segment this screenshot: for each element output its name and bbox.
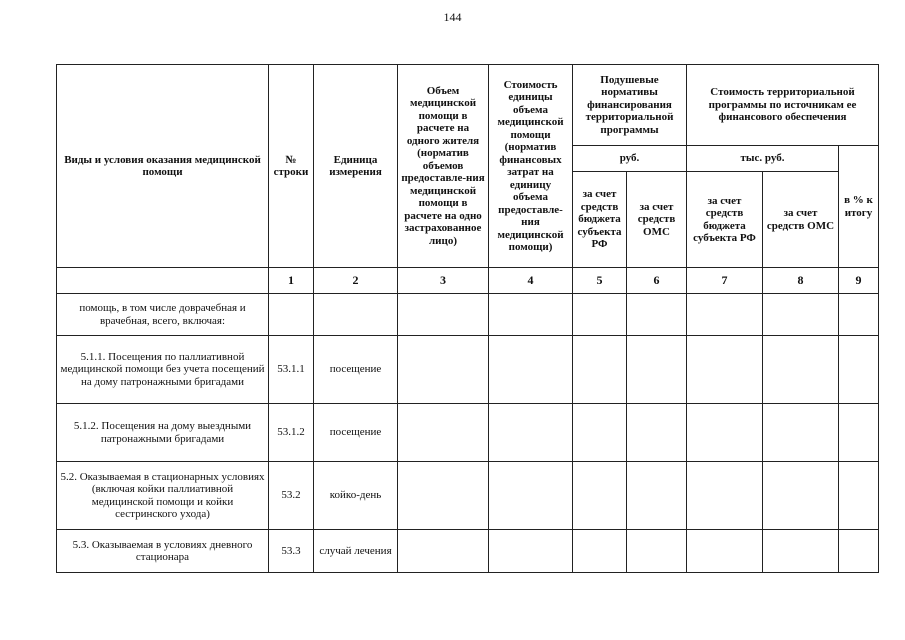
header-budget-rub: за счет средств бюджета субъекта РФ <box>573 172 627 268</box>
program-cost-table <box>56 64 879 573</box>
table-row <box>57 404 879 462</box>
row-code: 53.1.2 <box>269 404 314 462</box>
data-cell <box>627 530 687 573</box>
data-cell <box>573 336 627 404</box>
table-row <box>57 530 879 573</box>
data-cell <box>763 404 839 462</box>
data-cell <box>839 462 879 530</box>
data-cell <box>573 294 627 336</box>
row-label: помощь, в том числе доврачебная и врачебная, всего, включая: <box>57 294 269 336</box>
column-number-cell: 7 <box>687 268 763 294</box>
data-cell <box>687 336 763 404</box>
header-budget-thous: за счет средств бюджета субъекта РФ <box>687 172 763 268</box>
header-rub: руб. <box>573 146 687 172</box>
data-cell <box>763 294 839 336</box>
data-cell <box>398 294 489 336</box>
row-unit: посещение <box>314 336 398 404</box>
header-volume: Объем медицинской помощи в расчете на одного жителя (норматив объемов предоставле-ния медицинской помощи в расчете на одно застрахованное лицо) <box>398 65 489 268</box>
data-cell <box>398 336 489 404</box>
data-cell <box>839 530 879 573</box>
header-row-number: № строки <box>269 65 314 268</box>
data-cell <box>763 462 839 530</box>
table-row <box>57 294 879 336</box>
table-row <box>57 462 879 530</box>
header-oms-rub: за счет средств ОМС <box>627 172 687 268</box>
data-cell <box>839 404 879 462</box>
column-number-cell <box>57 268 269 294</box>
header-oms-thous: за счет средств ОМС <box>763 172 839 268</box>
row-label: 5.3. Оказываемая в условиях дневного стационара <box>57 530 269 573</box>
row-label: 5.2. Оказываемая в стационарных условиях (включая койки паллиативной медицинской помощи и койки сестринского ухода) <box>57 462 269 530</box>
header-per-capita: Подушевые нормативы финансирования территориальной программы <box>573 65 687 146</box>
data-cell <box>763 530 839 573</box>
header-types: Виды и условия оказания медицинской помощи <box>57 65 269 268</box>
data-cell <box>763 336 839 404</box>
data-cell <box>627 336 687 404</box>
data-cell <box>687 462 763 530</box>
data-cell <box>627 294 687 336</box>
data-cell <box>398 530 489 573</box>
data-cell <box>489 404 573 462</box>
data-cell <box>489 530 573 573</box>
data-cell <box>573 530 627 573</box>
row-unit: посещение <box>314 404 398 462</box>
row-code <box>269 294 314 336</box>
data-cell <box>489 462 573 530</box>
page-number: 144 <box>443 10 462 24</box>
row-unit: койко-день <box>314 462 398 530</box>
row-unit: случай лечения <box>314 530 398 573</box>
data-cell <box>573 404 627 462</box>
data-cell <box>687 530 763 573</box>
table-row <box>57 336 879 404</box>
data-cell <box>489 336 573 404</box>
column-number-row <box>57 268 879 294</box>
data-cell <box>839 294 879 336</box>
row-unit <box>314 294 398 336</box>
row-label: 5.1.1. Посещения по паллиативной медицинской помощи без учета посещений на дому патронажными бригадами <box>57 336 269 404</box>
column-number-cell: 5 <box>573 268 627 294</box>
row-code: 53.3 <box>269 530 314 573</box>
data-cell <box>687 404 763 462</box>
data-cell <box>489 294 573 336</box>
header-cost: Стоимость единицы объема медицинской помощи (норматив финансовых затрат на единицу объема предоставле-ния медицинской помощи) <box>489 65 573 268</box>
header-percent-total: в % к итогу <box>839 146 879 268</box>
data-cell <box>687 294 763 336</box>
column-number-cell: 8 <box>763 268 839 294</box>
row-code: 53.1.1 <box>269 336 314 404</box>
data-cell <box>573 462 627 530</box>
column-number-cell: 6 <box>627 268 687 294</box>
data-cell <box>627 404 687 462</box>
column-number-cell: 3 <box>398 268 489 294</box>
column-number-cell: 9 <box>839 268 879 294</box>
row-code: 53.2 <box>269 462 314 530</box>
header-unit: Единица измерения <box>314 65 398 268</box>
row-label: 5.1.2. Посещения на дому выездными патронажными бригадами <box>57 404 269 462</box>
data-cell <box>398 462 489 530</box>
data-cell <box>839 336 879 404</box>
column-number-cell: 2 <box>314 268 398 294</box>
data-cell <box>627 462 687 530</box>
column-number-cell: 4 <box>489 268 573 294</box>
header-thous-rub: тыс. руб. <box>687 146 839 172</box>
column-number-cell: 1 <box>269 268 314 294</box>
header-program-cost: Стоимость территориальной программы по источникам ее финансового обеспечения <box>687 65 879 146</box>
data-cell <box>398 404 489 462</box>
